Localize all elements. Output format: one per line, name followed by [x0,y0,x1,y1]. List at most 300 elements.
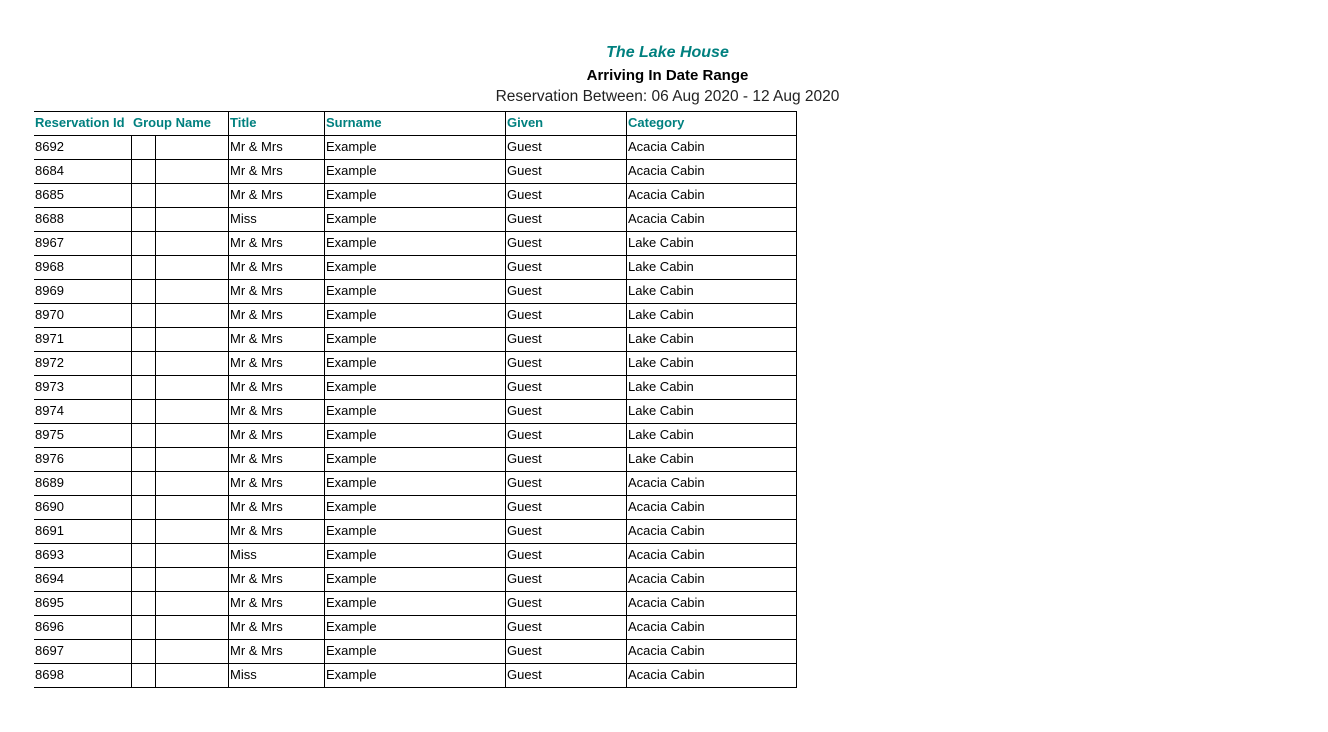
column-divider [155,568,156,591]
column-divider [324,280,325,303]
column-divider [155,616,156,639]
surname-cell: Example [326,283,377,298]
surname-cell: Example [326,595,377,610]
given-cell: Guest [507,235,542,250]
column-divider [324,448,325,471]
reservation-id-cell: 8695 [35,595,64,610]
reservation-id-cell: 8975 [35,427,64,442]
column-divider [796,232,797,255]
table-row [34,520,797,544]
given-cell: Guest [507,595,542,610]
table-row [34,304,797,328]
column-divider [155,592,156,615]
given-cell: Guest [507,259,542,274]
group-name-cell [132,448,229,471]
group-name-cell [132,136,229,159]
column-divider [324,136,325,159]
column-divider [131,352,132,375]
category-cell: Acacia Cabin [628,139,705,154]
column-divider [155,184,156,207]
column-divider [626,616,627,639]
category-cell: Acacia Cabin [628,211,705,226]
surname-cell: Example [326,499,377,514]
group-name-cell [132,304,229,327]
title-cell: Miss [230,667,257,682]
reservation-id-cell: 8693 [35,547,64,562]
column-divider [228,496,229,519]
group-name-cell [132,616,229,639]
table-row [34,616,797,640]
group-name-cell [132,520,229,543]
column-divider [324,352,325,375]
column-divider [131,616,132,639]
column-divider [324,208,325,231]
column-header-group-name: Group Name [133,115,212,130]
title-cell: Miss [230,211,257,226]
column-divider [324,328,325,351]
column-divider [505,592,506,615]
category-cell: Lake Cabin [628,307,694,322]
column-divider [131,256,132,279]
reservation-id-cell: 8976 [35,451,64,466]
given-cell: Guest [507,451,542,466]
group-name-cell [132,256,229,279]
column-divider [626,496,627,519]
reservation-id-cell: 8691 [35,523,64,538]
category-cell: Acacia Cabin [628,499,705,514]
title-cell: Mr & Mrs [230,163,283,178]
column-divider [324,112,325,135]
surname-cell: Example [326,139,377,154]
column-divider [228,424,229,447]
given-cell: Guest [507,163,542,178]
column-divider [796,328,797,351]
column-divider [505,352,506,375]
table-row [34,544,797,568]
group-name-cell [132,352,229,375]
group-name-cell [132,496,229,519]
category-cell: Acacia Cabin [628,643,705,658]
column-divider [131,376,132,399]
given-cell: Guest [507,427,542,442]
group-name-cell [132,160,229,183]
category-cell: Acacia Cabin [628,595,705,610]
title-cell: Mr & Mrs [230,379,283,394]
column-divider [796,160,797,183]
surname-cell: Example [326,331,377,346]
column-divider [131,544,132,567]
surname-cell: Example [326,451,377,466]
category-cell: Lake Cabin [628,403,694,418]
column-divider [505,616,506,639]
column-divider [796,640,797,663]
column-divider [505,232,506,255]
column-divider [131,424,132,447]
column-divider [796,304,797,327]
column-divider [626,664,627,687]
column-divider [505,184,506,207]
reservation-id-cell: 8696 [35,619,64,634]
column-divider [155,400,156,423]
column-divider [228,616,229,639]
column-divider [324,472,325,495]
given-cell: Guest [507,547,542,562]
column-divider [626,640,627,663]
report-date-range: Reservation Between: 06 Aug 2020 - 12 Aug 2020 [495,88,840,105]
column-divider [796,208,797,231]
column-divider [796,592,797,615]
column-divider [626,400,627,423]
column-divider [155,352,156,375]
column-divider [505,640,506,663]
column-divider [626,232,627,255]
column-divider [796,664,797,687]
column-divider [796,448,797,471]
table-row [34,376,797,400]
column-divider [228,208,229,231]
column-divider [155,448,156,471]
given-cell: Guest [507,403,542,418]
column-divider [228,544,229,567]
column-divider [505,280,506,303]
table-row [34,232,797,256]
given-cell: Guest [507,523,542,538]
table-row [34,328,797,352]
column-divider [796,136,797,159]
column-divider [505,544,506,567]
surname-cell: Example [326,211,377,226]
column-divider [228,664,229,687]
title-cell: Mr & Mrs [230,643,283,658]
column-divider [505,112,506,135]
column-divider [228,304,229,327]
column-divider [228,376,229,399]
table-row [34,448,797,472]
table-row [34,568,797,592]
group-name-cell [132,664,229,687]
table-row [34,208,797,232]
reservation-id-cell: 8969 [35,283,64,298]
column-divider [131,136,132,159]
column-divider [324,592,325,615]
column-divider [131,568,132,591]
column-divider [626,568,627,591]
given-cell: Guest [507,211,542,226]
column-divider [228,472,229,495]
column-divider [324,496,325,519]
table-row [34,664,797,688]
table-row [34,160,797,184]
reservation-id-cell: 8973 [35,379,64,394]
given-cell: Guest [507,619,542,634]
table-row [34,136,797,160]
column-divider [505,304,506,327]
title-cell: Mr & Mrs [230,523,283,538]
title-cell: Mr & Mrs [230,427,283,442]
column-divider [131,160,132,183]
group-name-cell [132,280,229,303]
column-divider [131,328,132,351]
title-cell: Mr & Mrs [230,619,283,634]
column-header-title: Title [230,115,257,130]
title-cell: Mr & Mrs [230,187,283,202]
column-divider [155,136,156,159]
surname-cell: Example [326,235,377,250]
reservation-id-cell: 8690 [35,499,64,514]
title-cell: Miss [230,547,257,562]
surname-cell: Example [326,355,377,370]
given-cell: Guest [507,475,542,490]
title-cell: Mr & Mrs [230,235,283,250]
column-header-surname: Surname [326,115,382,130]
column-divider [796,184,797,207]
category-cell: Lake Cabin [628,427,694,442]
column-divider [626,424,627,447]
given-cell: Guest [507,571,542,586]
company-name: The Lake House [606,44,729,61]
given-cell: Guest [507,355,542,370]
column-divider [228,160,229,183]
given-cell: Guest [507,139,542,154]
report-title: Arriving In Date Range [586,67,749,84]
surname-cell: Example [326,619,377,634]
group-name-cell [132,376,229,399]
column-divider [228,352,229,375]
reservation-id-cell: 8970 [35,307,64,322]
category-cell: Lake Cabin [628,259,694,274]
column-divider [796,112,797,135]
column-divider [228,184,229,207]
column-divider [155,376,156,399]
group-name-cell [132,592,229,615]
column-divider [131,304,132,327]
reservation-id-cell: 8688 [35,211,64,226]
surname-cell: Example [326,547,377,562]
column-divider [626,160,627,183]
group-name-cell [132,568,229,591]
title-cell: Mr & Mrs [230,499,283,514]
column-divider [505,208,506,231]
surname-cell: Example [326,379,377,394]
reservation-id-cell: 8974 [35,403,64,418]
column-divider [626,448,627,471]
reservation-id-cell: 8694 [35,571,64,586]
column-divider [626,592,627,615]
column-divider [626,520,627,543]
reservation-id-cell: 8967 [35,235,64,250]
column-divider [324,400,325,423]
surname-cell: Example [326,571,377,586]
column-divider [505,520,506,543]
column-divider [324,160,325,183]
table-row [34,424,797,448]
category-cell: Acacia Cabin [628,571,705,586]
column-divider [228,280,229,303]
column-divider [796,496,797,519]
title-cell: Mr & Mrs [230,475,283,490]
title-cell: Mr & Mrs [230,139,283,154]
column-divider [131,520,132,543]
given-cell: Guest [507,307,542,322]
column-divider [324,304,325,327]
column-divider [155,664,156,687]
group-name-cell [132,544,229,567]
category-cell: Lake Cabin [628,451,694,466]
reservations-table [34,111,797,688]
table-header-row [34,111,797,136]
given-cell: Guest [507,643,542,658]
column-divider [324,232,325,255]
column-divider [796,616,797,639]
table-row [34,472,797,496]
table-row [34,184,797,208]
reservation-id-cell: 8689 [35,475,64,490]
category-cell: Lake Cabin [628,331,694,346]
column-divider [155,640,156,663]
column-divider [324,376,325,399]
column-divider [796,424,797,447]
column-divider [796,280,797,303]
column-divider [796,376,797,399]
surname-cell: Example [326,643,377,658]
reservation-id-cell: 8692 [35,139,64,154]
title-cell: Mr & Mrs [230,307,283,322]
column-divider [155,496,156,519]
column-divider [626,352,627,375]
column-divider [505,160,506,183]
group-name-cell [132,208,229,231]
column-divider [505,136,506,159]
column-divider [131,496,132,519]
table-row [34,592,797,616]
category-cell: Acacia Cabin [628,475,705,490]
column-divider [796,352,797,375]
column-divider [505,496,506,519]
column-divider [324,544,325,567]
column-divider [155,160,156,183]
column-divider [228,136,229,159]
column-divider [626,112,627,135]
column-divider [131,232,132,255]
column-divider [131,664,132,687]
category-cell: Lake Cabin [628,355,694,370]
column-divider [505,376,506,399]
column-divider [228,568,229,591]
reservation-id-cell: 8971 [35,331,64,346]
title-cell: Mr & Mrs [230,571,283,586]
group-name-cell [132,400,229,423]
category-cell: Lake Cabin [628,235,694,250]
title-cell: Mr & Mrs [230,403,283,418]
reservation-id-cell: 8972 [35,355,64,370]
table-row [34,400,797,424]
column-divider [626,136,627,159]
column-divider [131,184,132,207]
column-divider [505,424,506,447]
column-divider [505,400,506,423]
column-divider [505,448,506,471]
column-divider [796,544,797,567]
reservation-id-cell: 8685 [35,187,64,202]
title-cell: Mr & Mrs [230,355,283,370]
table-row [34,256,797,280]
group-name-cell [132,184,229,207]
given-cell: Guest [507,499,542,514]
title-cell: Mr & Mrs [230,451,283,466]
column-divider [228,112,229,135]
given-cell: Guest [507,283,542,298]
reservation-id-cell: 8684 [35,163,64,178]
column-divider [505,328,506,351]
column-divider [324,568,325,591]
surname-cell: Example [326,307,377,322]
column-divider [155,280,156,303]
column-divider [155,328,156,351]
group-name-cell [132,232,229,255]
group-name-cell [132,640,229,663]
given-cell: Guest [507,187,542,202]
column-header-category: Category [628,115,685,130]
column-divider [131,448,132,471]
column-divider [796,520,797,543]
column-divider [228,400,229,423]
given-cell: Guest [507,331,542,346]
column-divider [155,208,156,231]
column-divider [131,592,132,615]
title-cell: Mr & Mrs [230,283,283,298]
reservation-id-cell: 8968 [35,259,64,274]
column-divider [626,184,627,207]
column-divider [155,304,156,327]
column-divider [626,304,627,327]
surname-cell: Example [326,667,377,682]
table-row [34,496,797,520]
category-cell: Acacia Cabin [628,619,705,634]
column-divider [228,592,229,615]
column-divider [324,640,325,663]
column-divider [155,424,156,447]
column-divider [155,520,156,543]
given-cell: Guest [507,379,542,394]
column-divider [228,256,229,279]
category-cell: Acacia Cabin [628,523,705,538]
column-divider [228,328,229,351]
column-divider [505,472,506,495]
column-divider [228,448,229,471]
column-divider [131,280,132,303]
column-divider [228,520,229,543]
column-header-reservation-id: Reservation Id [35,115,125,130]
title-cell: Mr & Mrs [230,331,283,346]
surname-cell: Example [326,427,377,442]
column-divider [626,472,627,495]
column-divider [228,232,229,255]
column-divider [796,472,797,495]
category-cell: Acacia Cabin [628,187,705,202]
category-cell: Lake Cabin [628,283,694,298]
column-divider [131,208,132,231]
column-divider [131,472,132,495]
table-body [34,136,797,688]
category-cell: Acacia Cabin [628,547,705,562]
column-divider [131,400,132,423]
column-divider [155,232,156,255]
column-divider [626,544,627,567]
group-name-cell [132,328,229,351]
category-cell: Acacia Cabin [628,163,705,178]
table-row [34,352,797,376]
column-divider [626,328,627,351]
